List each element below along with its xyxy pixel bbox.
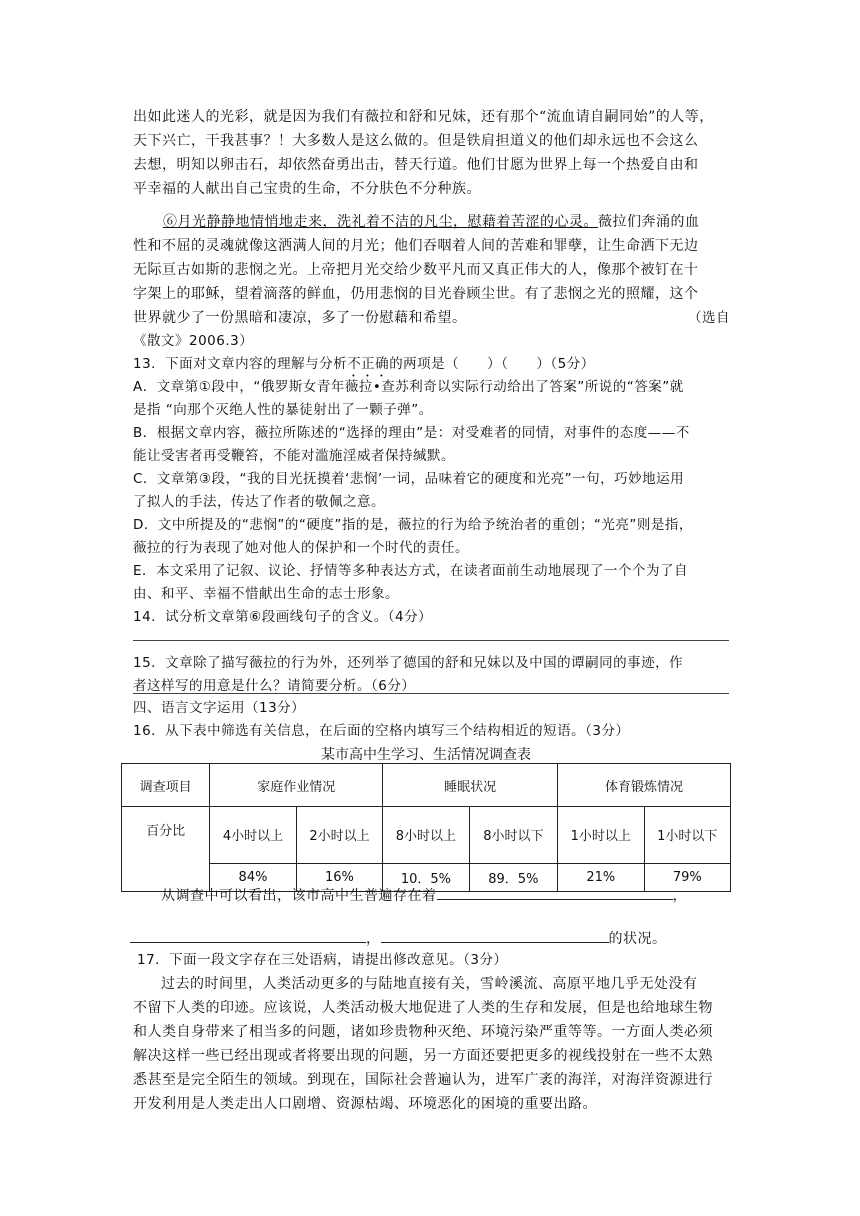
option-c-line: 了拟人的手法，传达了作者的敬佩之意。 [133,494,385,510]
question-14: 14．试分析文章第⑥段画线句子的含义。（4分） [133,609,433,625]
option-d-line: 薇拉的行为表现了她对他人的保护和一个时代的责任。 [133,540,469,556]
fill-in-text: 的状况。 [608,931,667,947]
passage-line: 无际亘古如斯的悲悯之光。上帝把月光交给少数平凡而又真正伟大的人，像那个被钉在十 [133,262,699,278]
question-17-stem: 17．下面一段文字存在三处语病，请提出修改意见。（3分） [137,952,508,968]
table-cell: 16% [296,863,382,891]
table-title: 某市高中生学习、生活情况调查表 [321,747,531,763]
passage-line: 性和不屈的灵魂就像这洒满人间的月光；他们吞咽着人间的苦难和罪孽，让生命洒下无边 [133,238,699,254]
fill-in-text: ， [672,888,687,904]
answer-line[interactable] [133,640,729,641]
option-a-line: A．文章第①段中，“俄罗斯女青年薇拉•查苏利奇以实际行动给出了答案”所说的“答案”就 [133,379,684,395]
question-16-stem: 16．从下表中筛选有关信息，在后面的空格内填写三个结构相近的短语。（3分） [133,723,630,739]
emphasized-text: 不正确 [347,356,390,372]
option-e-line: E．本文采用了记叙、议论、抒情等多种表达方式，在读者面前生动地展现了一个个为了自 [133,563,689,579]
table-group-header: 体育锻炼情况 [558,764,731,807]
table-subheader: 4小时以上 [210,807,296,864]
table-cell: 84% [210,863,296,891]
fill-in-text: 从调查中可以看出，该市高中生普遍存在着 [161,888,437,904]
underlined-sentence: ⑥月光静静地情悄地走来，洗礼着不洁的凡尘，慰藉着苦涩的心灵。 [163,214,598,230]
table-cell: 21% [558,863,644,891]
table-subheader: 8小时以下 [469,807,557,864]
passage-text: 薇拉们奔涌的血 [598,214,700,230]
section-heading: 四、语言文字运用（13分） [133,700,306,716]
table-subheader: 2小时以上 [296,807,382,864]
option-c-line: C．文章第③段，“我的目光抚摸着‘悲悯’一词，品味着它的硬度和光亮”一句，巧妙地运用 [133,471,685,487]
paragraph-line: 解决这样一些已经出现或者将要出现的问题，另一方面还要把更多的视线投射在一些不太熟 [133,1048,713,1064]
paragraph-line: 开发利用是人类走出人口剧增、资源枯竭、环境恶化的困境的重要出路。 [133,1096,597,1112]
passage-line: 世界就少了一份黑暗和凄凉，多了一份慰藉和希望。 [133,310,467,326]
table-cell: 89．5% [469,863,557,891]
option-b-line: B．根据文章内容，薇拉所陈述的“选择的理由”是：对受难者的同情，对事件的态度——不 [133,425,690,441]
paragraph-line: 悉甚至是完全陌生的领域。到现在，国际社会普遍认为，进军广袤的海洋，对海洋资源进行 [133,1072,713,1088]
option-d-line: D．文中所提及的“悲悯”的“硬度”指的是，薇拉的行为给予统治者的重创；“光亮”则是指， [133,517,693,533]
table-cell: 79% [644,863,730,891]
table-group-header: 睡眠状况 [383,764,558,807]
option-a-line: 是指 “向那个灭绝人性的暴徒射出了一颗子弹”。 [133,402,433,418]
paragraph-line: 过去的时间里，人类活动更多的与陆地直接有关，雪岭溪流、高原平地几乎无处没有 [161,976,698,992]
option-e-line: 由、和平、幸福不惜献出生命的志士形象。 [133,586,399,602]
table-group-header: 家庭作业情况 [210,764,383,807]
option-b-line: 能让受害者再受鞭笞，不能对滥施淫威者保持缄默。 [133,448,455,464]
table-header-cell: 调查项目 [122,764,210,807]
question-15-line: 15．文章除了描写薇拉的行为外，还列举了德国的舒和兄妹以及中国的谭嗣同的事迹，作 [133,655,684,671]
question-15-line: 者这样写的用意是什么？请简要分析。（6分） [133,678,416,694]
row-label: 百分比 [122,807,210,864]
passage-paragraph-6-first-line [163,211,763,233]
question-text: 的两项是（ ）（ ）（5分） [389,356,595,372]
survey-table [121,763,731,892]
table-cell: 10．5% [383,863,469,891]
fill-in-sentence [130,927,730,950]
answer-blank[interactable] [381,927,609,943]
fill-in-sentence [161,884,761,907]
source-note: （选自 [688,310,730,326]
paragraph-line: 不留下人类的印迹。应该说，人类活动极大地促进了人类的生存和发展，但是也给地球生物 [133,1000,713,1016]
passage-line: 去想，明知以卵击石，却依然奋勇出击，替天行道。他们甘愿为世界上每一个热爱自由和 [133,157,699,173]
paragraph-line: 和人类自身带来了相当多的问题，诸如珍贵物种灭绝、环境污染严重等等。一方面人类必须 [133,1024,713,1040]
table-subheader: 1小时以下 [644,807,730,864]
answer-blank[interactable] [130,927,366,943]
answer-line[interactable] [133,693,729,694]
fill-in-text: ， [366,931,381,947]
passage-line: 字架上的耶稣，望着滴落的鲜血，仍用悲悯的目光眷顾尘世。有了悲悯之光的照耀，这个 [133,286,699,302]
source-note: 《散文》2006.3） [133,333,254,349]
passage-line: 平幸福的人献出自己宝贵的生命，不分肤色不分种族。 [133,181,481,197]
passage-line: 出如此迷人的光彩，就是因为我们有薇拉和舒和兄妹，还有那个“流血请自嗣同始”的人等， [133,109,714,125]
passage-line: 天下兴亡，干我甚事？！大多数人是这么做的。但是铁肩担道义的他们却永远也不会这么 [133,133,699,149]
table-subheader: 8小时以上 [383,807,469,864]
answer-blank[interactable] [437,884,673,900]
question-text: 13．下面对文章内容的理解与分析 [133,356,348,372]
table-subheader: 1小时以上 [558,807,644,864]
